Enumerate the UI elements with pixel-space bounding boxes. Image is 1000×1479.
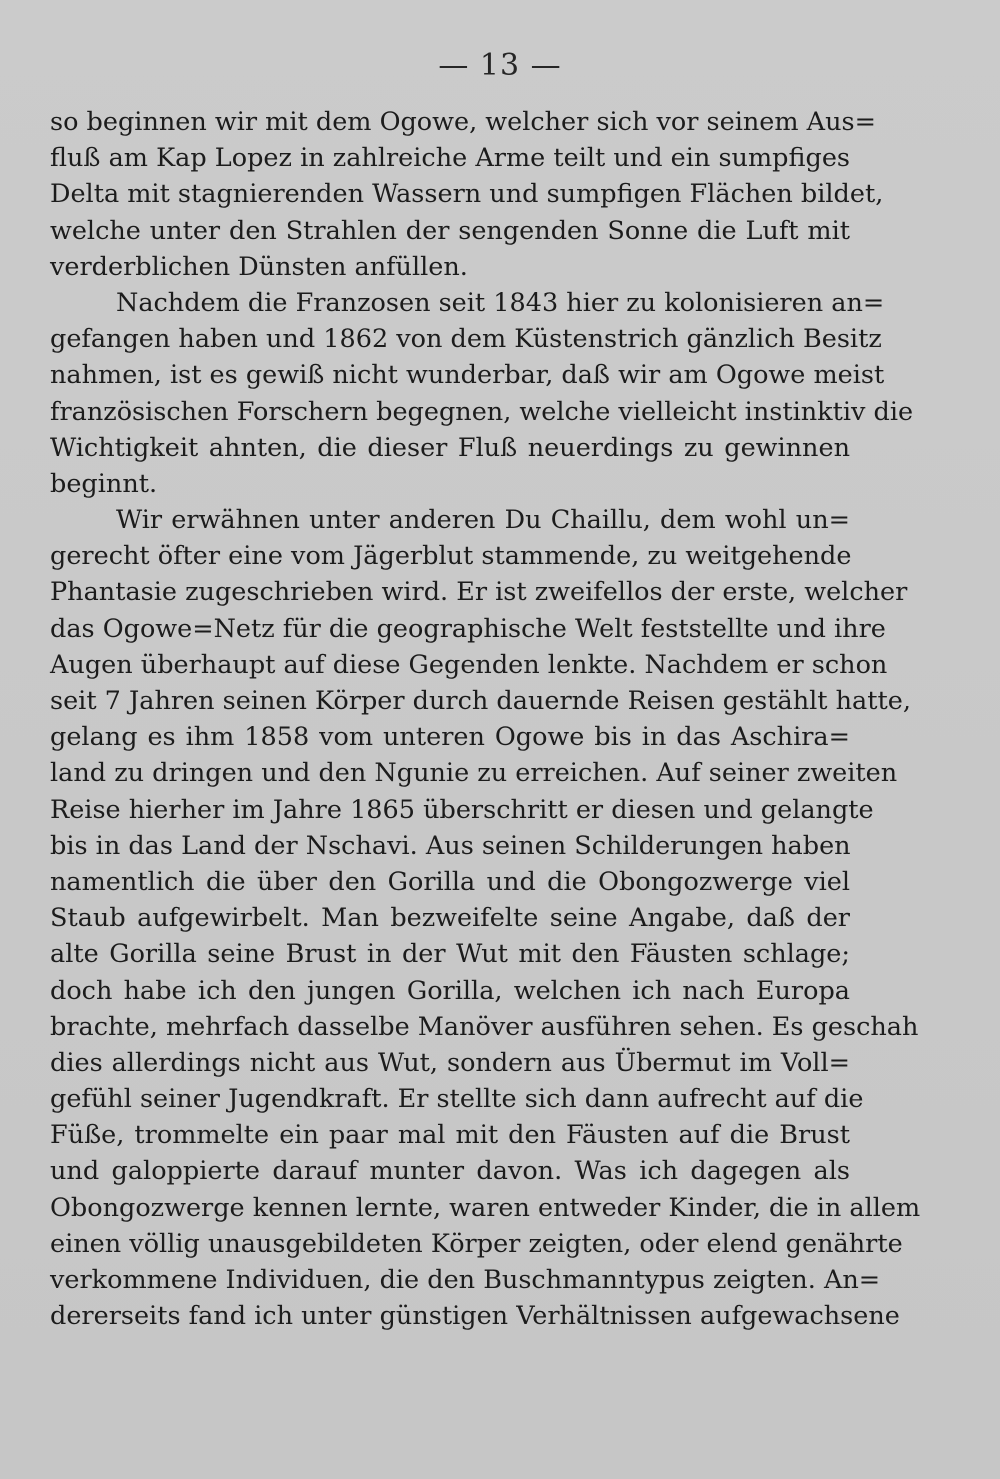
text-line: fluß am Kap Lopez in zahlreiche Arme teilt und ein sumpfiges: [50, 143, 850, 174]
text-line: Obongozwerge kennen lernte, waren entweder Kinder, die in allem: [50, 1192, 921, 1223]
text-line: Phantasie zugeschrieben wird. Er ist zweifellos der erste, welcher: [50, 577, 908, 608]
text-line: Füße, trommelte ein paar mal mit den Fäusten auf die Brust: [50, 1120, 850, 1151]
text-line: verderblichen Dünsten anfüllen.: [50, 251, 468, 282]
page-number: — 13 —: [438, 48, 562, 83]
text-line: und galoppierte darauf munter davon. Was ich dagegen als: [50, 1156, 850, 1187]
text-line: Staub aufgewirbelt. Man bezweifelte seine Angabe, daß der: [50, 903, 850, 934]
text-line: bis in das Land der Nschavi. Aus seinen Schilderungen haben: [50, 830, 851, 861]
text-line: Delta mit stagnierenden Wassern und sumpfigen Flächen bildet,: [50, 179, 884, 210]
text-line: dies allerdings nicht aus Wut, sondern aus Übermut im Voll=: [50, 1047, 850, 1078]
text-line: gefühl seiner Jugendkraft. Er stellte sich dann aufrecht auf die: [50, 1084, 864, 1115]
text-line: nahmen, ist es gewiß nicht wunderbar, daß wir am Ogowe meist: [50, 360, 885, 391]
text-line: so beginnen wir mit dem Ogowe, welcher sich vor seinem Aus=: [50, 107, 876, 137]
text-line: beginnt.: [50, 468, 158, 499]
body-text: [50, 104, 921, 1334]
text-line: welche unter den Strahlen der sengenden Sonne die Luft mit: [50, 215, 850, 246]
text-line: einen völlig unausgebildeten Körper zeigten, oder elend genährte: [50, 1228, 903, 1259]
text-line: verkommene Individuen, die den Buschmanntypus zeigten. An=: [50, 1265, 881, 1295]
text-line: Nachdem die Franzosen seit 1843 hier zu kolonisieren an=: [116, 287, 885, 318]
text-line: gerecht öfter eine vom Jägerblut stammende, zu weitgehende: [50, 541, 852, 572]
text-line: dererseits fand ich unter günstigen Verhältnissen aufgewachsene: [50, 1301, 900, 1332]
text-line: französischen Forschern begegnen, welche vielleicht instinktiv die: [50, 396, 914, 427]
text-line: doch habe ich den jungen Gorilla, welchen ich nach Europa: [50, 975, 850, 1006]
text-line: Wichtigkeit ahnten, die dieser Fluß neuerdings zu gewinnen: [50, 432, 850, 463]
text-line: alte Gorilla seine Brust in der Wut mit den Fäusten schlage;: [50, 939, 850, 970]
text-line: gefangen haben und 1862 von dem Küstenstrich gänzlich Besitz: [50, 324, 882, 355]
text-line: brachte, mehrfach dasselbe Manöver ausführen sehen. Es geschah: [50, 1011, 919, 1042]
text-line: gelang es ihm 1858 vom unteren Ogowe bis in das Aschira=: [50, 722, 850, 753]
text-line: Augen überhaupt auf diese Gegenden lenkte. Nachdem er schon: [50, 649, 888, 680]
text-line: Reise hierher im Jahre 1865 überschritt er diesen und gelangte: [50, 794, 874, 825]
text-line: seit 7 Jahren seinen Körper durch dauernde Reisen gestählt hatte,: [50, 686, 911, 716]
text-line: das Ogowe=Netz für die geographische Welt feststellte und ihre: [50, 613, 886, 644]
text-line: land zu dringen und den Ngunie zu erreichen. Auf seiner zweiten: [50, 758, 898, 789]
text-line: namentlich die über den Gorilla und die Obongozwerge viel: [50, 866, 850, 897]
text-line: Wir erwähnen unter anderen Du Chaillu, dem wohl un=: [116, 505, 850, 536]
